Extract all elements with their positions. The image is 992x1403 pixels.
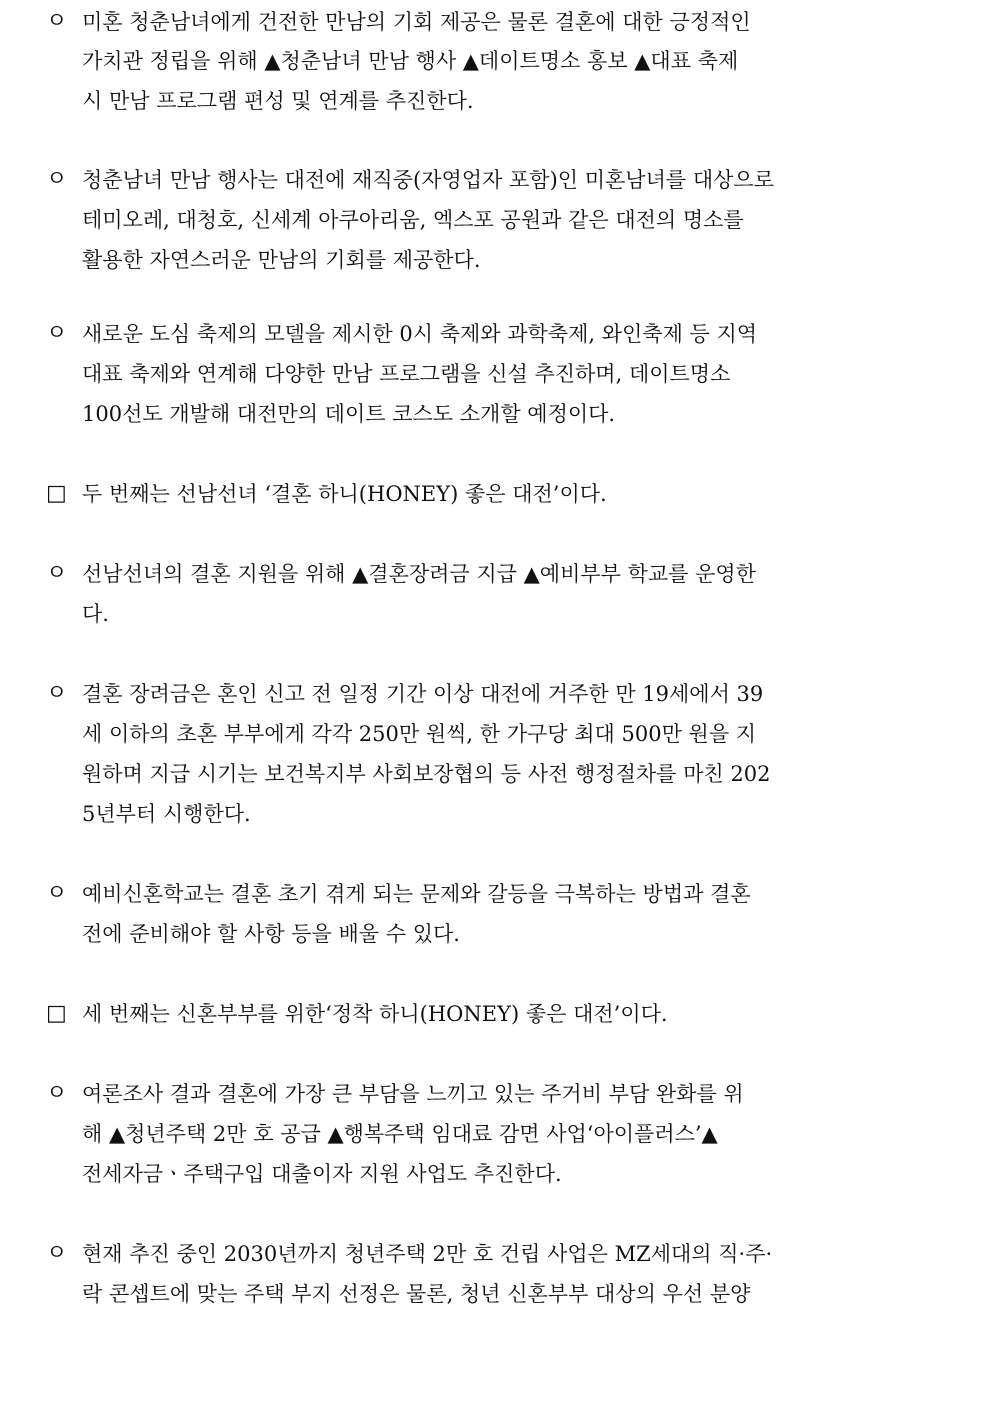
circle-bullet: ㅇ bbox=[46, 681, 68, 706]
paragraph-line: 전에 준비해야 할 사항 등을 배울 수 있다. bbox=[82, 922, 460, 946]
paragraph-line: 대표 축제와 연계해 다양한 만남 프로그램을 신설 추진하며, 데이트명소 bbox=[82, 362, 731, 386]
paragraph-line: 선남선녀의 결혼 지원을 위해 ▲결혼장려금 지급 ▲예비부부 학교를 운영한 bbox=[82, 562, 756, 586]
paragraph-line: 가치관 정립을 위해 ▲청춘남녀 만남 행사 ▲데이트명소 홍보 ▲대표 축제 bbox=[82, 49, 739, 73]
paragraph-line: 새로운 도심 축제의 모델을 제시한 0시 축제와 과학축제, 와인축제 등 지역 bbox=[82, 322, 758, 346]
paragraph-line: 전세자금ㆍ주택구입 대출이자 지원 사업도 추진한다. bbox=[82, 1162, 562, 1186]
paragraph-line: 현재 추진 중인 2030년까지 청년주택 2만 호 건립 사업은 MZ세대의 직·주· bbox=[82, 1242, 773, 1266]
circle-bullet: ㅇ bbox=[46, 1241, 68, 1266]
paragraph-line: 시 만남 프로그램 편성 및 연계를 추진한다. bbox=[82, 89, 474, 113]
paragraph-line: 다. bbox=[82, 602, 109, 626]
paragraph-line: 세 이하의 초혼 부부에게 각각 250만 원씩, 한 가구당 최대 500만 원을 지 bbox=[82, 722, 757, 746]
section-heading-text: 세 번째는 신혼부부를 위한‘정착 하니(HONEY) 좋은 대전’이다. bbox=[82, 1002, 668, 1026]
paragraph-line: 결혼 장려금은 혼인 신고 전 일정 기간 이상 대전에 거주한 만 19세에서 39 bbox=[82, 682, 764, 706]
paragraph-line: 여론조사 결과 결혼에 가장 큰 부담을 느끼고 있는 주거비 부담 완화를 위 bbox=[82, 1082, 744, 1106]
paragraph-line: 예비신혼학교는 결혼 초기 겪게 되는 문제와 갈등을 극복하는 방법과 결혼 bbox=[82, 882, 751, 906]
paragraph-line: 미혼 청춘남녀에게 건전한 만남의 기회 제공은 물론 결혼에 대한 긍정적인 bbox=[82, 10, 751, 34]
circle-bullet: ㅇ bbox=[46, 321, 68, 346]
paragraph-line: 해 ▲청년주택 2만 호 공급 ▲행복주택 임대료 감면 사업‘아이플러스’▲ bbox=[82, 1122, 718, 1146]
circle-bullet: ㅇ bbox=[46, 9, 68, 34]
square-bullet: □ bbox=[46, 1001, 67, 1026]
circle-bullet: ㅇ bbox=[46, 881, 68, 906]
paragraph-line: 5년부터 시행한다. bbox=[82, 802, 251, 826]
square-bullet: □ bbox=[46, 481, 67, 506]
paragraph-line: 락 콘셉트에 맞는 주택 부지 선정은 물론, 청년 신혼부부 대상의 우선 분양 bbox=[82, 1282, 751, 1306]
paragraph-line: 활용한 자연스러운 만남의 기회를 제공한다. bbox=[82, 248, 481, 272]
paragraph-line: 테미오레, 대청호, 신세계 아쿠아리움, 엑스포 공원과 같은 대전의 명소를 bbox=[82, 208, 744, 232]
circle-bullet: ㅇ bbox=[46, 561, 68, 586]
paragraph-line: 100선도 개발해 대전만의 데이트 코스도 소개할 예정이다. bbox=[82, 402, 616, 426]
paragraph-line: 청춘남녀 만남 행사는 대전에 재직중(자영업자 포함)인 미혼남녀를 대상으로 bbox=[82, 168, 774, 192]
section-heading-text: 두 번째는 선남선녀 ‘결혼 하니(HONEY) 좋은 대전’이다. bbox=[82, 482, 607, 506]
circle-bullet: ㅇ bbox=[46, 1081, 68, 1106]
paragraph-line: 원하며 지급 시기는 보건복지부 사회보장협의 등 사전 행정절차를 마친 202 bbox=[82, 762, 771, 786]
circle-bullet: ㅇ bbox=[46, 167, 68, 192]
